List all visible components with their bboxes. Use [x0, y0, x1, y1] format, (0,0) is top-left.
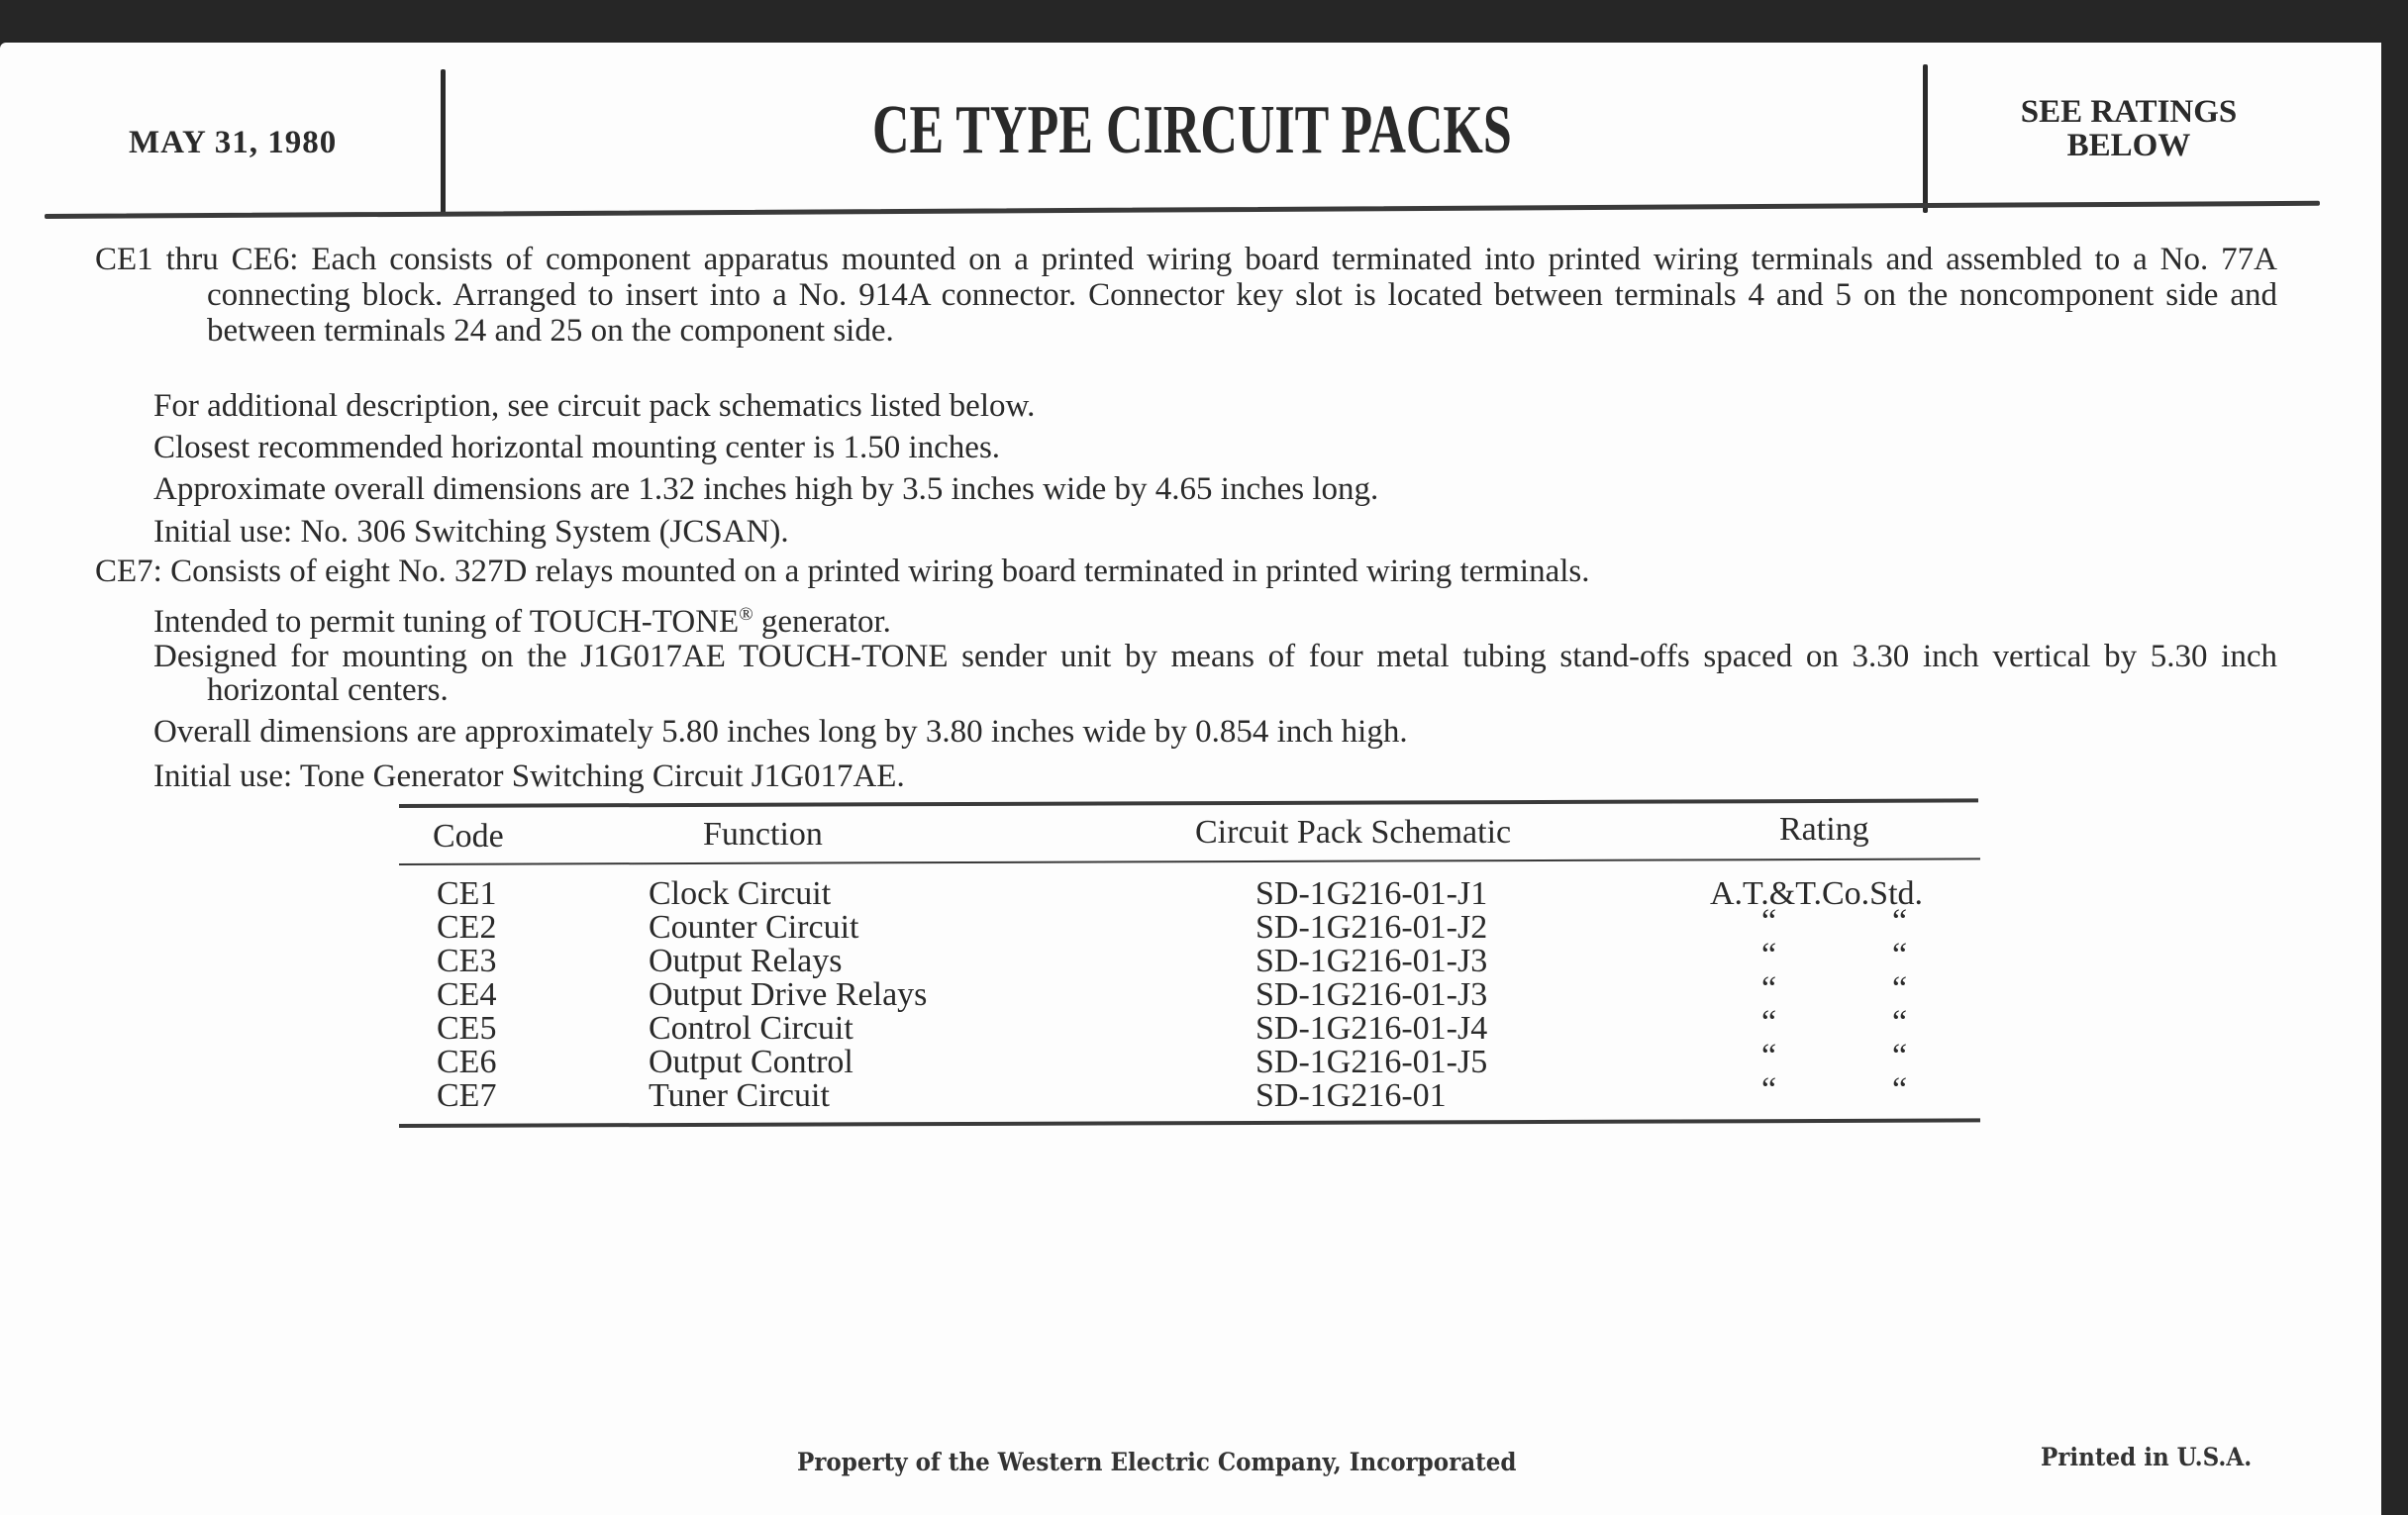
cell-schematic: SD-1G216-01-J3 — [1255, 976, 1488, 1013]
ratings-note — [1970, 95, 2287, 162]
cell-schematic: SD-1G216-01-J3 — [1255, 943, 1488, 979]
ce7-description: CE7: Consists of eight No. 327D relays mounted on a printed wiring board terminated in printed wiring terminals. — [95, 554, 1590, 589]
page-title: CE TYPE CIRCUIT PACKS — [872, 92, 1512, 169]
cell-rating-ditto-right: “ — [1892, 1071, 1908, 1108]
ratings-line-2: BELOW — [2066, 128, 2191, 163]
cell-rating-ditto-left: “ — [1761, 970, 1777, 1007]
header-rating: Rating — [1779, 811, 1869, 848]
cell-code: CE2 — [437, 909, 497, 946]
footer-printed-in: Printed in U.S.A. — [2041, 1443, 2253, 1471]
cell-code: CE1 — [437, 875, 497, 912]
cell-function: Output Control — [649, 1044, 853, 1080]
cell-rating-ditto-left: “ — [1761, 1071, 1777, 1108]
cell-function: Output Relays — [649, 943, 843, 979]
ce7-note-dimensions: Overall dimensions are approximately 5.80 inches long by 3.80 inches wide by 0.854 inch high. — [153, 714, 1408, 750]
header-divider-right — [1923, 64, 1928, 213]
cell-code: CE6 — [437, 1044, 497, 1080]
cell-code: CE7 — [437, 1077, 497, 1114]
cell-schematic: SD-1G216-01 — [1255, 1077, 1447, 1114]
cell-rating-ditto-left: “ — [1761, 903, 1777, 940]
cell-function: Output Drive Relays — [649, 976, 928, 1013]
ratings-line-1: SEE RATINGS — [2020, 94, 2238, 130]
cell-rating-ditto-right: “ — [1892, 903, 1908, 940]
ce1-ce6-note-description: For additional description, see circuit pack schematics listed below. — [153, 388, 1036, 424]
cell-function: Tuner Circuit — [649, 1077, 830, 1114]
ce7-note-intended — [153, 597, 891, 640]
cell-schematic: SD-1G216-01-J5 — [1255, 1044, 1488, 1080]
cell-function: Clock Circuit — [649, 875, 832, 912]
cell-rating-ditto-right: “ — [1892, 1004, 1908, 1041]
ce1-ce6-note-mounting: Closest recommended horizontal mounting center is 1.50 inches. — [153, 430, 1001, 465]
cell-rating-ditto-left: “ — [1761, 1038, 1777, 1074]
cell-rating-ditto-right: “ — [1892, 937, 1908, 973]
cell-rating-ditto-left: “ — [1761, 937, 1777, 973]
header-schematic: Circuit Pack Schematic — [1195, 814, 1512, 851]
header-function: Function — [703, 816, 823, 853]
header-code: Code — [433, 818, 504, 855]
ce7-note-initial-use: Initial use: Tone Generator Switching Circuit J1G017AE. — [153, 758, 905, 794]
header-divider-left — [441, 69, 446, 216]
ce7-note-mounting: Designed for mounting on the J1G017AE TOUCH-TONE sender unit by means of four metal tubing stand-offs spaced on 3.30 inch vertical by 5.30 inch horizontal centers. — [153, 639, 2277, 708]
cell-schematic: SD-1G216-01-J2 — [1255, 909, 1488, 946]
cell-rating-ditto-left: “ — [1761, 1004, 1777, 1041]
footer-property-notice: Property of the Western Electric Company, Incorporated — [797, 1448, 1517, 1476]
ce1-ce6-description: CE1 thru CE6: Each consists of component apparatus mounted on a printed wiring board terminated into printed wiring terminals and assembled to a No. 77A connecting block. Arranged to insert into a No. 914A connector. Connector key slot is located between terminals 4 and 5 on the noncomponent side and between terminals 24 and 25 on the component side. — [95, 242, 2277, 349]
cell-rating: A.T.&T.Co.Std. — [1710, 875, 1924, 912]
issue-date: MAY 31, 1980 — [129, 125, 338, 160]
cell-function: Control Circuit — [649, 1010, 853, 1047]
registered-mark: ® — [739, 604, 753, 625]
cell-code: CE4 — [437, 976, 497, 1013]
cell-function: Counter Circuit — [649, 909, 859, 946]
ce1-ce6-note-initial-use: Initial use: No. 306 Switching System (JCSAN). — [153, 514, 789, 550]
cell-rating-ditto-right: “ — [1892, 970, 1908, 1007]
cell-rating-ditto-right: “ — [1892, 1038, 1908, 1074]
ce1-ce6-note-dimensions: Approximate overall dimensions are 1.32 inches high by 3.5 inches wide by 4.65 inches long. — [153, 471, 1379, 507]
cell-code: CE3 — [437, 943, 497, 979]
ce7-intended-prefix: Intended to permit tuning of TOUCH-TONE — [153, 604, 740, 640]
ce7-intended-suffix: generator. — [752, 604, 891, 640]
cell-schematic: SD-1G216-01-J4 — [1255, 1010, 1488, 1047]
cell-schematic: SD-1G216-01-J1 — [1255, 875, 1488, 912]
cell-code: CE5 — [437, 1010, 497, 1047]
